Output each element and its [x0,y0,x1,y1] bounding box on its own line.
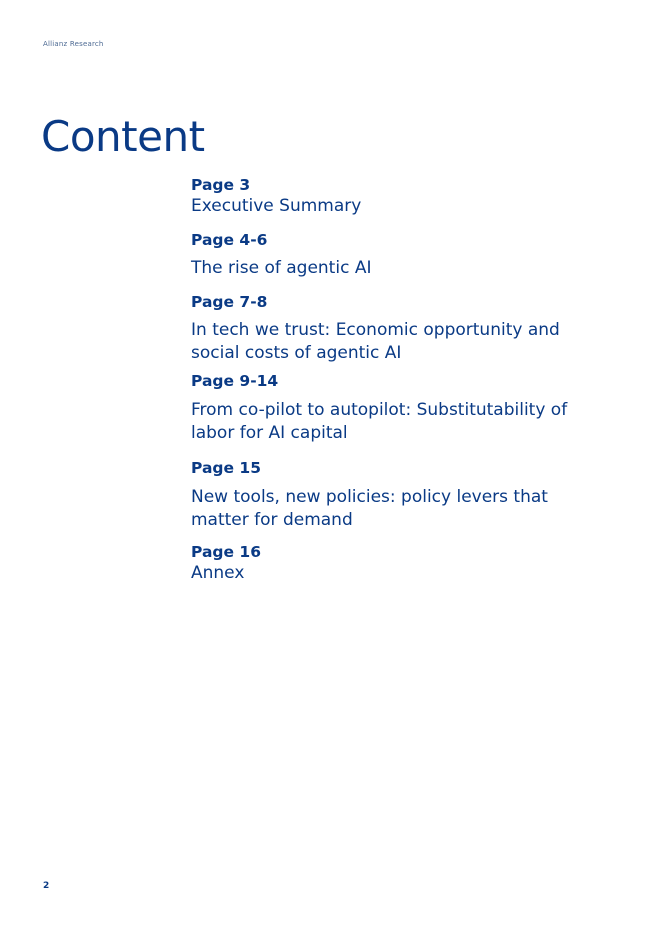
toc-entry [191,458,571,532]
toc-description: The rise of agentic AI [191,258,372,278]
toc-page-range: Page 4-6 [191,231,268,249]
toc-entry [191,542,571,585]
toc-page-range: Page 15 [191,459,261,477]
toc-entry [191,230,571,280]
toc-description: From co-pilot to autopilot: Substitutability of labor for AI capital [191,400,568,443]
toc-description: Annex [191,563,245,583]
toc-page-range: Page 7-8 [191,293,268,311]
toc-entry [191,292,571,365]
header-label: Allianz Research [43,40,104,48]
toc-page-range: Page 9-14 [191,372,279,390]
toc-entry [191,175,571,218]
footer-page-number: 2 [43,881,50,891]
toc-description: In tech we trust: Economic opportunity and social costs of agentic AI [191,320,560,363]
toc-page-range: Page 3 [191,176,251,194]
toc-description: Executive Summary [191,196,362,216]
toc-page-range: Page 16 [191,543,261,561]
page-title: Content [41,112,205,161]
toc-description: New tools, new policies: policy levers that matter for demand [191,487,548,530]
toc-entry [191,371,571,445]
